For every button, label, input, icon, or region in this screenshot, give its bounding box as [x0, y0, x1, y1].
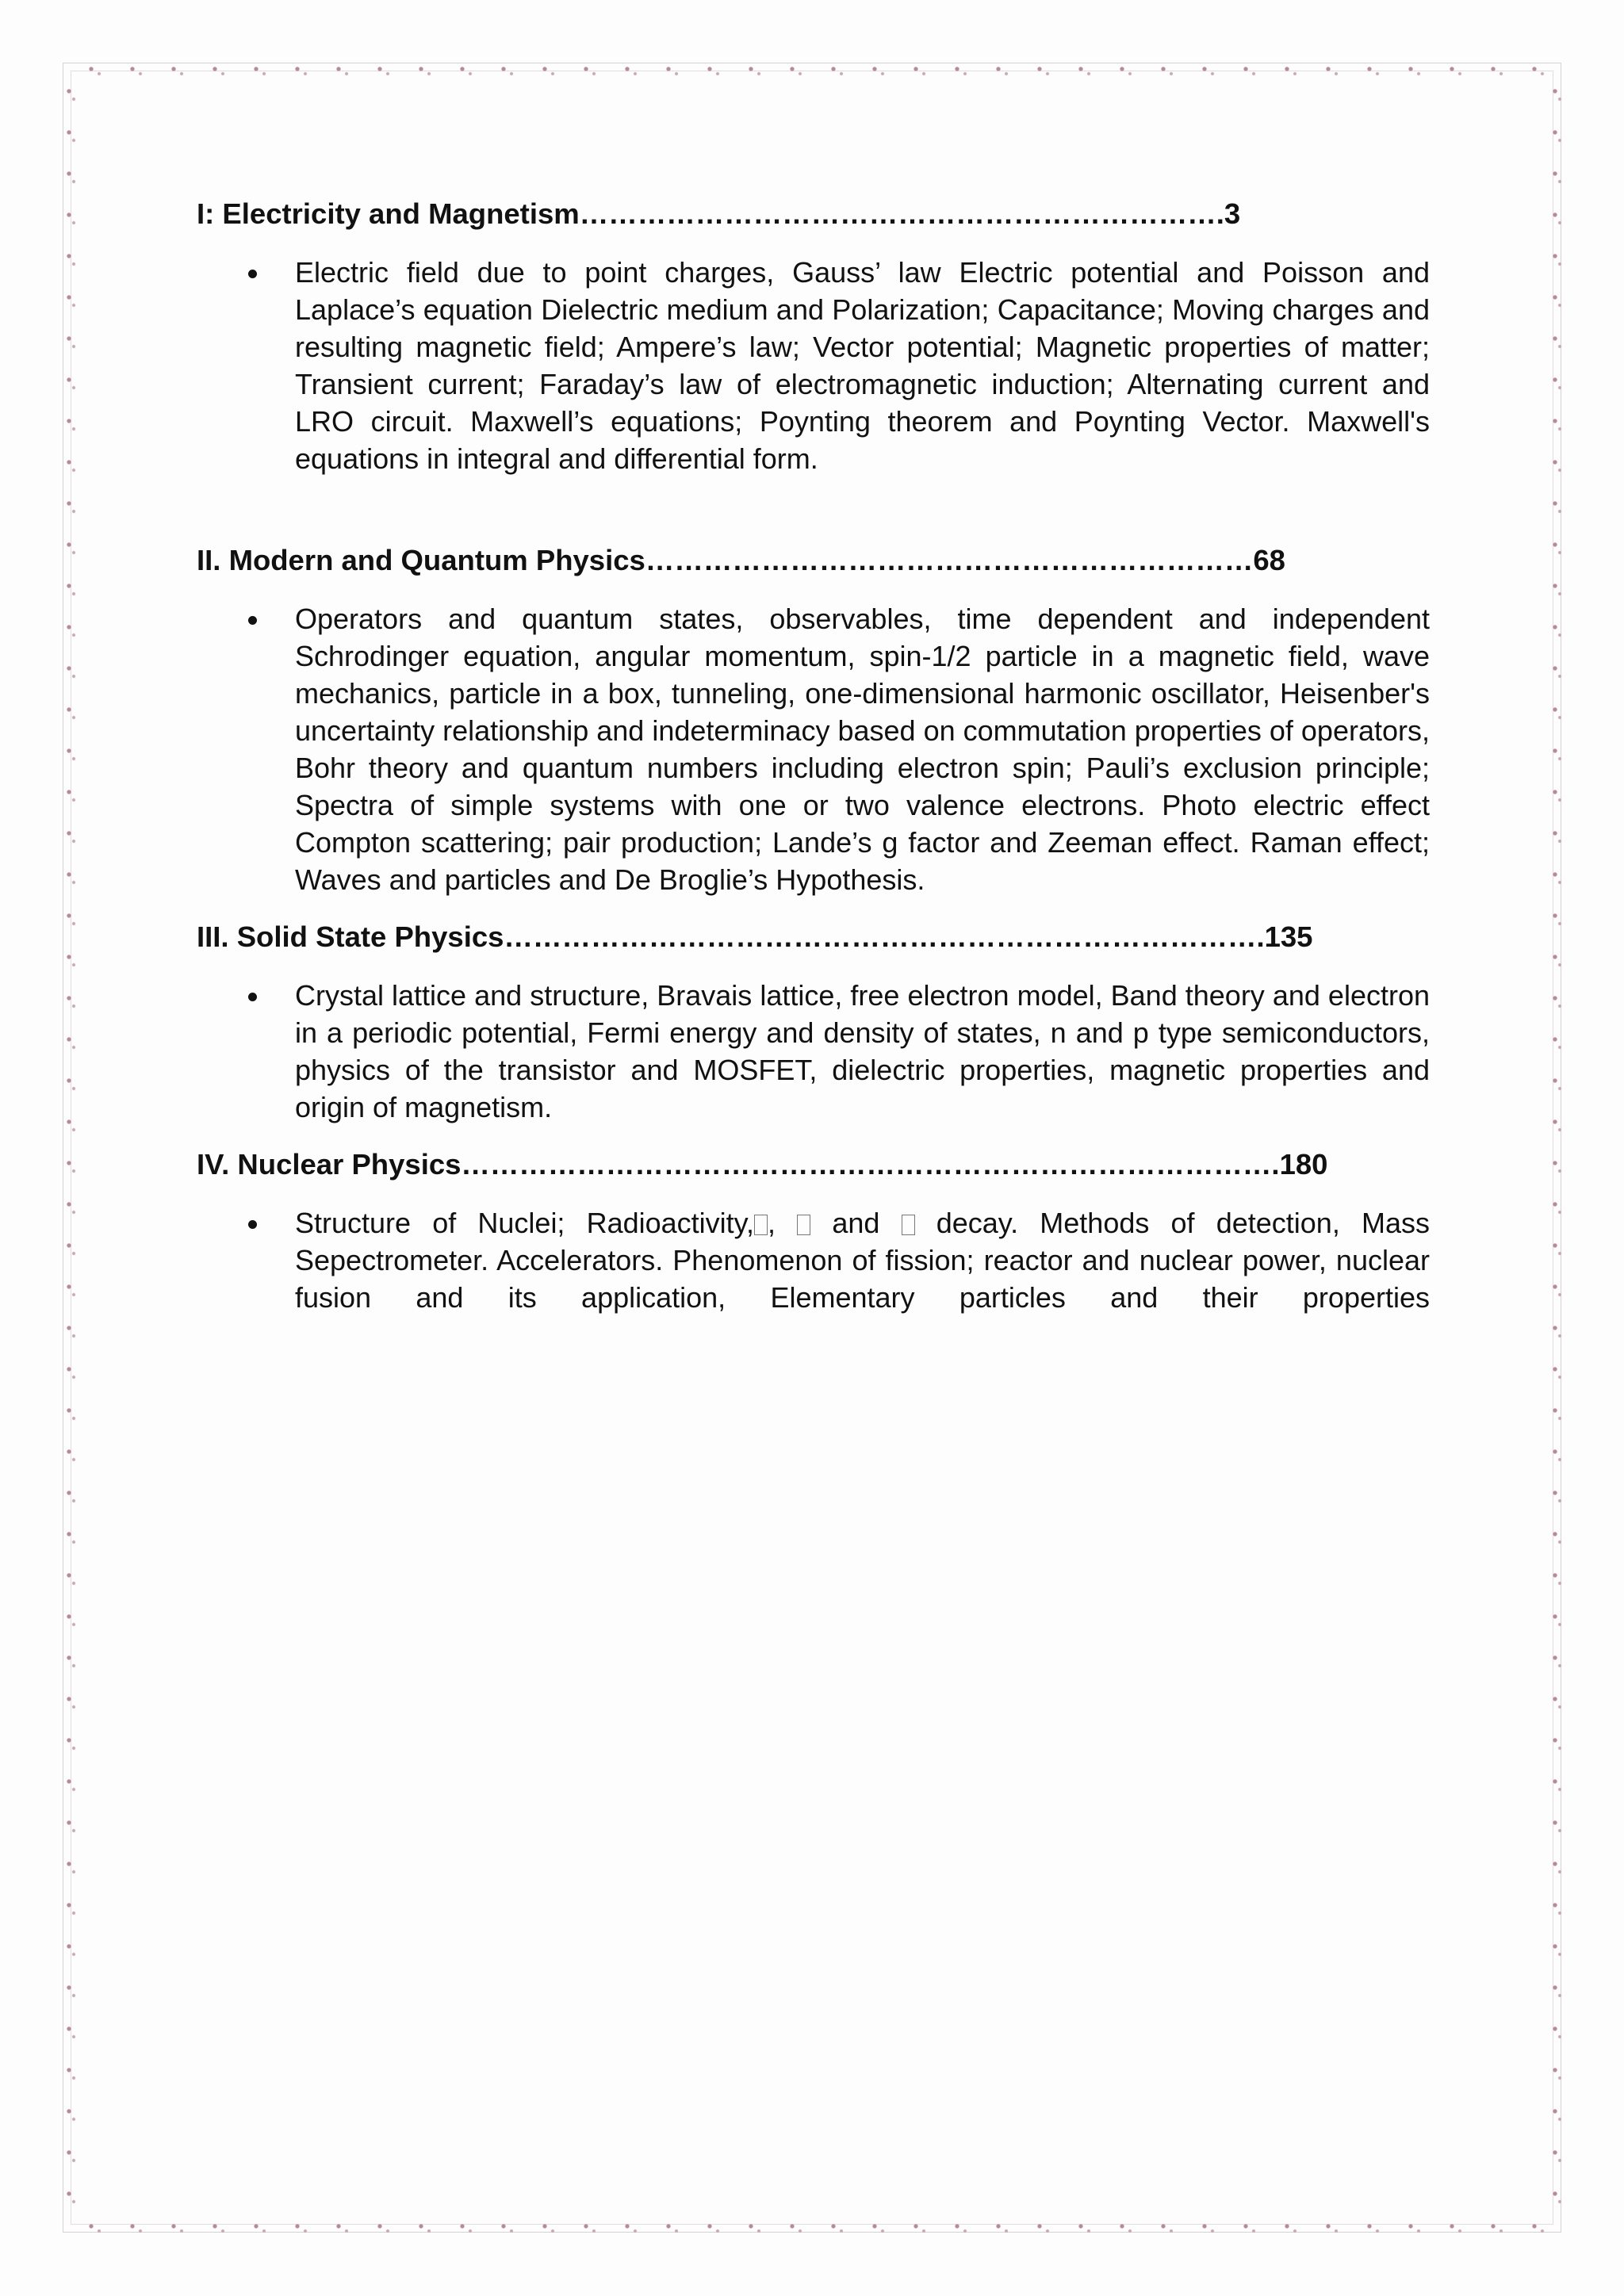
- list-item: [197, 254, 1430, 477]
- section-solid-state-physics: [197, 916, 1430, 1126]
- section-nuclear-physics: [197, 1144, 1430, 1316]
- topic-text: Crystal lattice and structure, Bravais lattice, free electron model, Band theory and electron in a periodic potential, Fermi energy and density of states, n and p type semiconductors, physics of the transistor and MOSFET, dielectric properties, magnetic properties and origin of magnetism.: [295, 979, 1430, 1123]
- topic-list: [197, 977, 1430, 1126]
- bullet-icon: [248, 1220, 257, 1229]
- topic-text-start: Structure of Nuclei; Radioactivity,: [295, 1207, 755, 1239]
- section-heading: IV. Nuclear Physics………………………………………………………………………….180: [197, 1148, 1328, 1181]
- bullet-icon: [248, 616, 257, 625]
- topic-list: [197, 254, 1430, 477]
- section-modern-quantum-physics: [197, 540, 1430, 898]
- topic-text-sep: ,: [768, 1207, 798, 1239]
- section-heading: I: Electricity and Magnetism………………………………………………………….3: [197, 197, 1241, 230]
- list-item: [197, 1204, 1430, 1316]
- topic-list: [197, 600, 1430, 898]
- topic-text: Operators and quantum states, observables, time dependent and independent Schrodinger equation, angular momentum, spin-1/2 particle in a magnetic field, wave mechanics, particle in a box, tunneling, one-dimensional harmonic oscillator, Heisenber's uncertainty relationship and indeterminacy based on commutation properties of operators, Bohr theory and quantum numbers including electron spin; Pauli’s exclusion principle; Spectra of simple systems with one or two valence electrons. Photo electric effect Compton scattering; pair production; Lande’s g factor and Zeeman effect. Raman effect; Waves and particles and De Broglie’s Hypothesis.: [295, 603, 1430, 896]
- topic-text-end: decay. Methods of detection, Mass Sepectrometer. Accelerators. Phenomenon of fission; reactor and nuclear power, nuclear fusion and its application, Elementary particles and their properties: [295, 1207, 1430, 1314]
- bullet-icon: [248, 270, 257, 278]
- table-of-contents: [197, 193, 1430, 1316]
- topic-text-sep: and: [810, 1207, 902, 1239]
- topic-text: Electric field due to point charges, Gauss’ law Electric potential and Poisson and Laplace’s equation Dielectric medium and Polarization; Capacitance; Moving charges and resulting magnetic field; Ampere’s law; Vector potential; Magnetic properties of matter; Transient current; Faraday’s law of electromagnetic induction; Alternating current and LRO circuit. Maxwell’s equations; Poynting theorem and Poynting Vector. Maxwell's equations in integral and differential form.: [295, 256, 1430, 475]
- section-heading: III. Solid State Physics…………………………………………………………………….135: [197, 920, 1313, 953]
- missing-glyph-icon: [902, 1215, 915, 1235]
- missing-glyph-icon: [754, 1215, 768, 1235]
- bullet-icon: [248, 993, 257, 1001]
- list-item: [197, 977, 1430, 1126]
- section-heading: II. Modern and Quantum Physics………………………………………………………68: [197, 544, 1285, 576]
- missing-glyph-icon: [797, 1215, 810, 1235]
- section-electricity-magnetism: [197, 193, 1430, 477]
- list-item: [197, 600, 1430, 898]
- topic-list: [197, 1204, 1430, 1316]
